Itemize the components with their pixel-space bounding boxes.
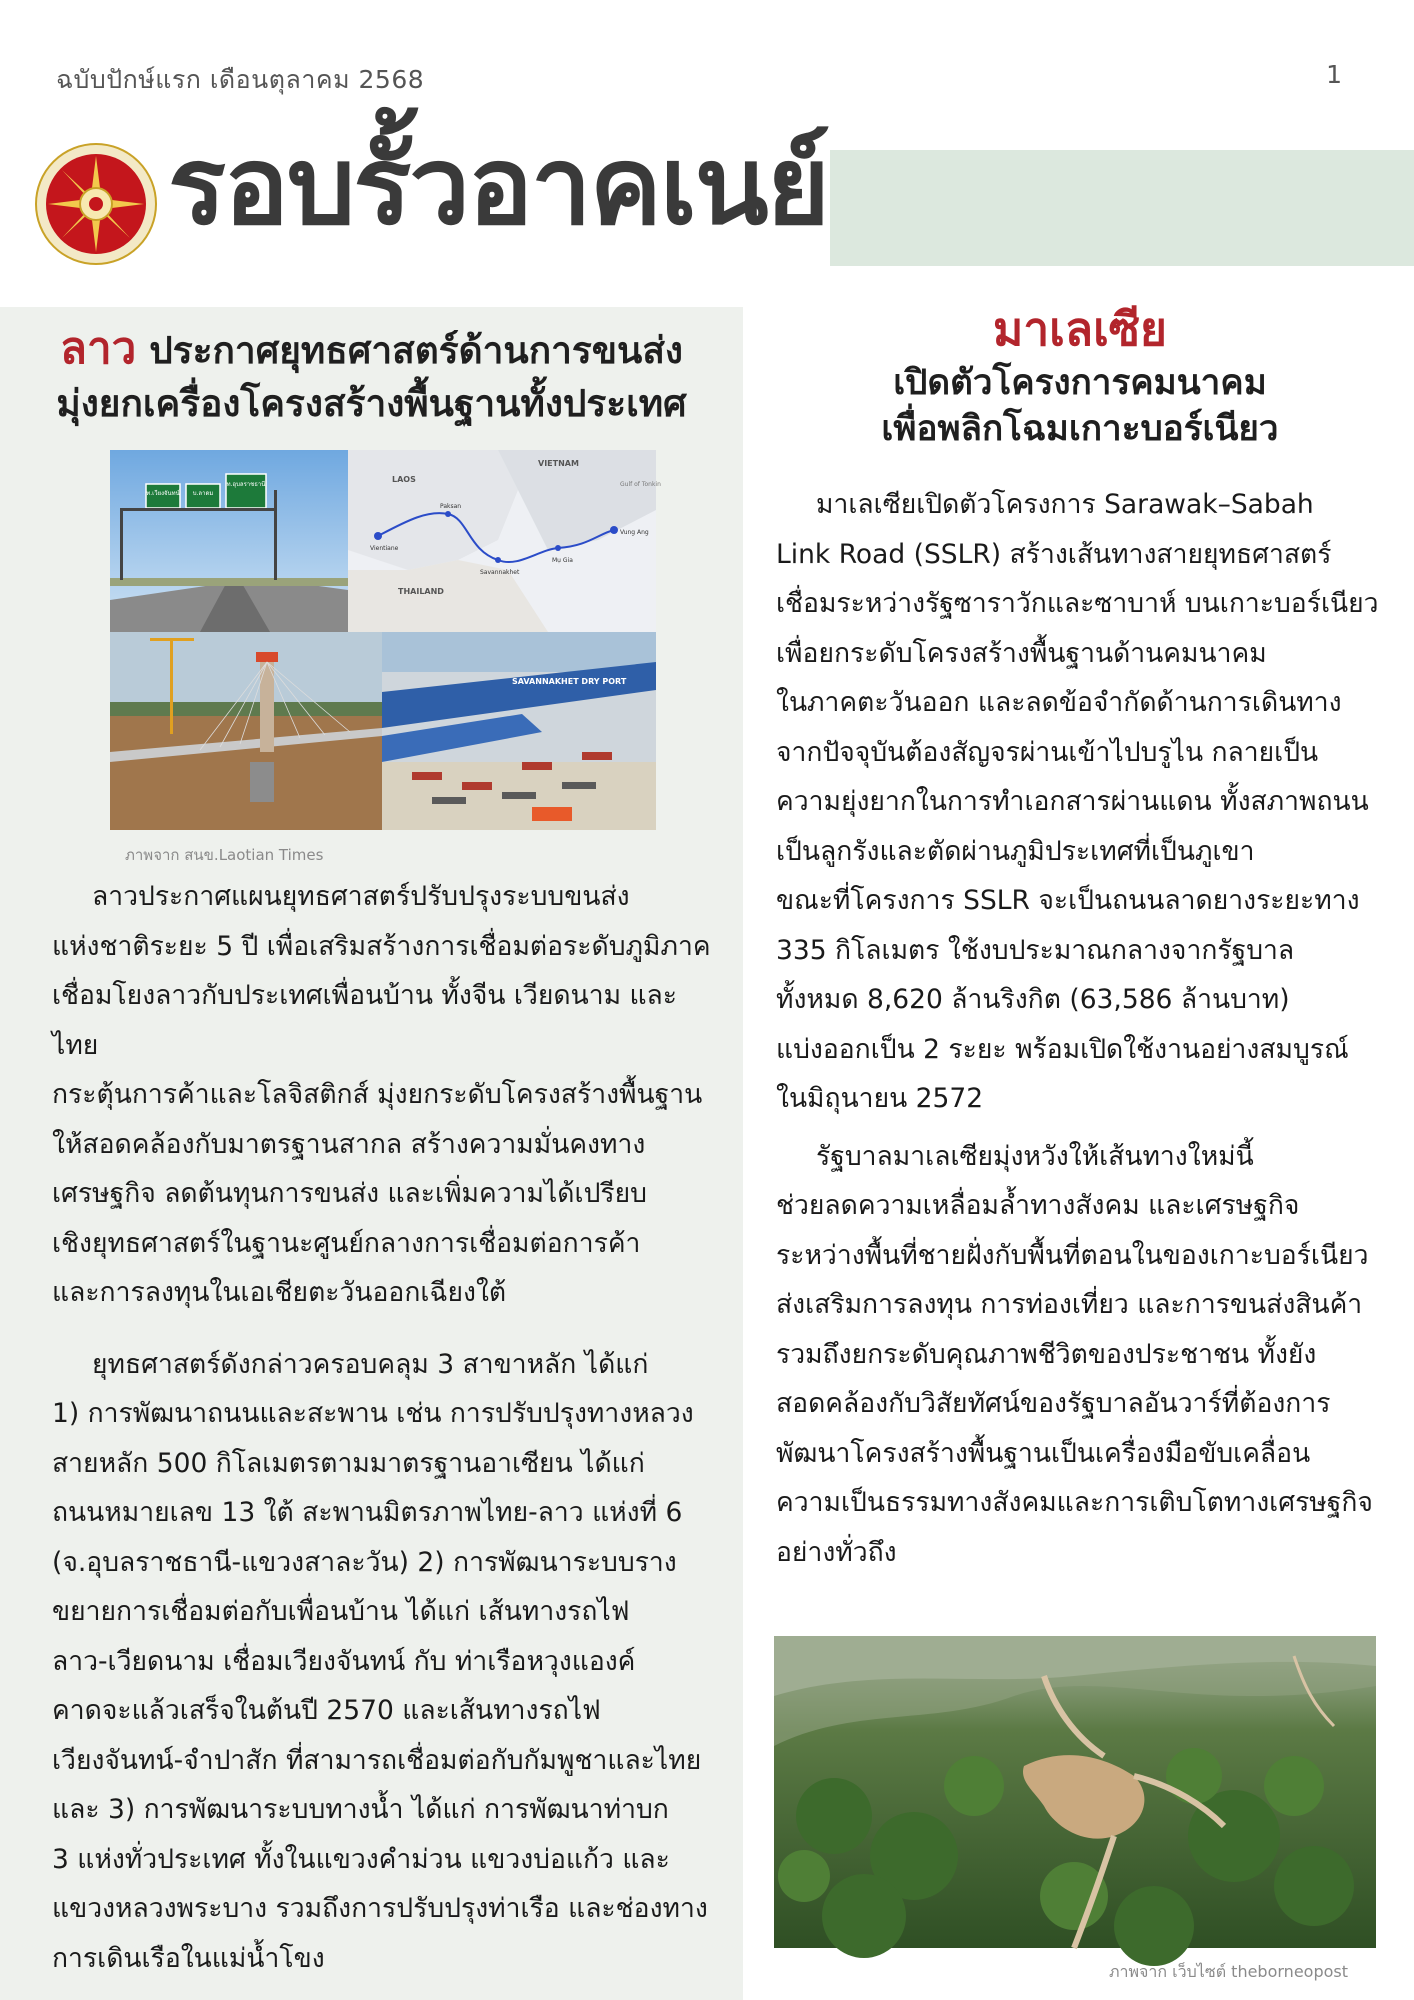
left-article-body (52, 872, 716, 1983)
right-photo-caption: ภาพจาก เว็บไซต์ theborneopost (1108, 1962, 1348, 1981)
route-map (348, 450, 661, 632)
text-line: รวมถึงยกระดับคุณภาพชีวิตของประชาชน ทั้งยัง (776, 1338, 1317, 1370)
text-line: รัฐบาลมาเลเซียมุ่งหวังให้เส้นทางใหม่นี้ (816, 1140, 1254, 1172)
text-line: เชื่อมระหว่างรัฐซาราวักและซาบาห์ บนเกาะบอร์เนียว (776, 588, 1379, 619)
sign-label-3: ท.อุบลราชธานี (226, 481, 266, 488)
map-label-vietnam: VIETNAM (538, 459, 579, 468)
text-line: มาเลเซียเปิดตัวโครงการ Sarawak–Sabah (816, 489, 1314, 520)
text-line: ถนนหมายเลข 13 ใต้ สะพานมิตรภาพไทย-ลาว แห่งที่ 6 (52, 1497, 683, 1528)
map-label-paksan: Paksan (440, 503, 462, 510)
highway-sign-photo (110, 450, 348, 632)
text-line: กระตุ้นการค้าและโลจิสติกส์ มุ่งยกระดับโครงสร้างพื้นฐาน (52, 1079, 703, 1110)
text-line: ความเป็นธรรมทางสังคมและการเติบโตทางเศรษฐกิจ (776, 1487, 1373, 1518)
text-line: เชื่อมโยงลาวกับประเทศเพื่อนบ้าน ทั้งจีน เวียดนาม และไทย (52, 980, 678, 1061)
text-line: ยุทธศาสตร์ดังกล่าวครอบคลุม 3 สาขาหลัก ได้แก่ (92, 1348, 649, 1380)
seal-emblem (34, 142, 158, 266)
dry-port-label: SAVANNAKHET DRY PORT (512, 677, 627, 686)
map-label-laos: LAOS (392, 475, 416, 484)
sign-label-2: บ.ลาดม (192, 490, 214, 497)
map-label-mu-gia: Mụ Gia (552, 557, 573, 564)
page-number: 1 (1326, 60, 1342, 89)
laos-photo-collage (110, 450, 661, 830)
left-headline-line2: มุ่งยกเครื่องโครงสร้างพื้นฐานทั้งประเทศ (56, 381, 687, 425)
text-line: สายหลัก 500 กิโลเมตรตามมาตรฐานอาเซียน ได้แก่ (52, 1447, 645, 1479)
text-line: เศรษฐกิจ ลดต้นทุนการขนส่ง และเพิ่มความได้เปรียบ (52, 1178, 647, 1209)
text-line: ลาวประกาศแผนยุทธศาสตร์ปรับปรุงระบบขนส่ง (92, 881, 630, 912)
right-headline-line2: เพื่อพลิกโฉมเกาะบอร์เนียว (881, 409, 1279, 450)
issue-date: ฉบับปักษ์แรก เดือนตุลาคม 2568 (56, 65, 425, 94)
text-line: เชิงยุทธศาสตร์ในฐานะศูนย์กลางการเชื่อมต่อการค้า (52, 1227, 641, 1259)
text-line: เป็นลูกรังและตัดผ่านภูมิประเทศที่เป็นภูเขา (776, 835, 1255, 867)
right-country: มาเลเซีย (993, 302, 1167, 356)
text-line: ในภาคตะวันออก และลดข้อจำกัดด้านการเดินทาง (776, 687, 1342, 718)
text-line: จากปัจจุบันต้องสัญจรผ่านเข้าไปบรูไน กลายเป็น (776, 736, 1319, 768)
map-label-vung-ang: Vung Ang (620, 529, 649, 536)
right-article-body (776, 480, 1396, 1577)
text-line: 3 แห่งทั่วประเทศ ทั้งในแขวงคำม่วน แขวงบ่อแก้ว และ (52, 1843, 670, 1875)
text-line: ส่งเสริมการลงทุน การท่องเที่ยว และการขนส่งสินค้า (776, 1289, 1363, 1320)
masthead-title: รอบรั้วอาคเนย์ (168, 124, 828, 249)
map-label-thailand: THAILAND (398, 587, 444, 596)
text-line: 1) การพัฒนาถนนและสะพาน เช่น การปรับปรุงทางหลวง (52, 1398, 694, 1429)
right-paragraph-1 (776, 480, 1396, 1124)
text-line: ขยายการเชื่อมต่อกับเพื่อนบ้าน ได้แก่ เส้นทางรถไฟ (52, 1596, 630, 1627)
left-paragraph-2 (52, 1340, 716, 1984)
text-line: ความยุ่งยากในการทำเอกสารผ่านแดน ทั้งสภาพถนน (776, 786, 1369, 817)
text-line: Link Road (SSLR) สร้างเส้นทางสายยุทธศาสตร์ (776, 538, 1332, 570)
right-headline-line1: เปิดตัวโครงการคมนาคม (893, 362, 1267, 403)
sign-label-1: ท.เวียงจันทน์ (146, 490, 180, 497)
text-line: ลาว-เวียดนาม เชื่อมเวียงจันทน์ กับ ท่าเรือหวุงแองค์ (52, 1645, 636, 1677)
text-line: พัฒนาโครงสร้างพื้นฐานเป็นเครื่องมือขับเคลื่อน (776, 1437, 1311, 1469)
text-line: และการลงทุนในเอเชียตะวันออกเฉียงใต้ (52, 1277, 507, 1308)
left-country: ลาว (60, 323, 137, 374)
text-line: การเดินเรือในแม่น้ำโขง (52, 1942, 325, 1974)
dry-port-photo (382, 632, 656, 830)
text-line: คาดจะแล้วเสร็จในต้นปี 2570 และเส้นทางรถไฟ (52, 1695, 601, 1726)
text-line: แบ่งออกเป็น 2 ระยะ พร้อมเปิดใช้งานอย่างสมบูรณ์ (776, 1033, 1349, 1065)
text-line: อย่างทั่วถึง (776, 1536, 897, 1568)
text-line: ระหว่างพื้นที่ชายฝั่งกับพื้นที่ตอนในของเกาะบอร์เนียว (776, 1239, 1369, 1271)
left-paragraph-1 (52, 872, 716, 1318)
map-label-gulf: Gulf of Tonkin (620, 481, 661, 488)
borneo-forest-photo (774, 1636, 1376, 1948)
text-line: ให้สอดคล้องกับมาตรฐานสากล สร้างความมั่นคงทาง (52, 1128, 646, 1160)
text-line: ขณะที่โครงการ SSLR จะเป็นถนนลาดยางระยะทาง (776, 885, 1360, 916)
text-line: เพื่อยกระดับโครงสร้างพื้นฐานด้านคมนาคม (776, 637, 1267, 669)
text-line: แห่งชาติระยะ 5 ปี เพื่อเสริมสร้างการเชื่อมต่อระดับภูมิภาค (52, 930, 711, 962)
header-accent-bar (830, 150, 1414, 266)
text-line: แขวงหลวงพระบาง รวมถึงการปรับปรุงท่าเรือ และช่องทาง (52, 1893, 708, 1924)
bridge-construction-photo (110, 632, 382, 830)
left-headline-line1: ประกาศยุทธศาสตร์ด้านการขนส่ง (149, 329, 683, 372)
text-line: เวียงจันทน์-จำปาสัก ที่สามารถเชื่อมต่อกับกัมพูชาและไทย (52, 1744, 702, 1776)
map-label-vientiane: Vientiane (370, 545, 399, 552)
map-label-savannakhet: Savannakhet (480, 569, 520, 576)
text-line: ทั้งหมด 8,620 ล้านริงกิต (63,586 ล้านบาท) (776, 984, 1290, 1015)
text-line: สอดคล้องกับวิสัยทัศน์ของรัฐบาลอันวาร์ที่ต้องการ (776, 1388, 1331, 1419)
left-headline (0, 320, 743, 428)
text-line: ช่วยลดความเหลื่อมล้ำทางสังคม และเศรษฐกิจ (776, 1190, 1300, 1221)
right-paragraph-2 (776, 1132, 1396, 1578)
text-line: 335 กิโลเมตร ใช้งบประมาณกลางจากรัฐบาล (776, 934, 1295, 966)
right-headline (770, 300, 1390, 453)
text-line: ในมิถุนายน 2572 (776, 1083, 984, 1114)
text-line: และ 3) การพัฒนาระบบทางน้ำ ได้แก่ การพัฒนาท่าบก (52, 1794, 669, 1825)
text-line: (จ.อุบลราชธานี-แขวงสาละวัน) 2) การพัฒนาระบบราง (52, 1546, 677, 1578)
left-photo-caption: ภาพจาก สนข.Laotian Times (125, 846, 324, 864)
